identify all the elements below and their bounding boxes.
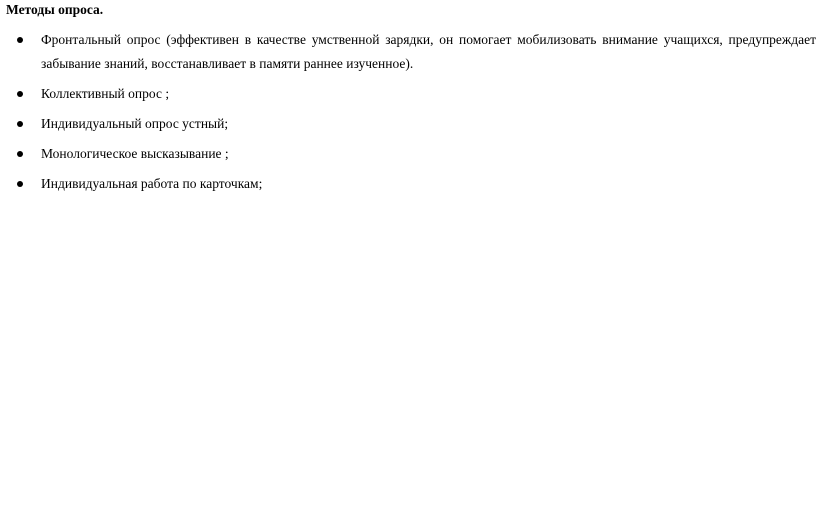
- section-heading: Методы опроса.: [6, 2, 104, 17]
- list-item-text: Коллективный опрос ;: [41, 86, 170, 101]
- bullet-icon: [17, 121, 23, 127]
- bullet-icon: [17, 37, 23, 43]
- bullet-icon: [17, 151, 23, 157]
- list-item-text: Монологическое высказывание ;: [41, 146, 229, 161]
- list-item: [6, 172, 816, 196]
- list-item-text: Индивидуальная работа по карточкам;: [41, 176, 263, 191]
- methods-list: [6, 28, 816, 202]
- list-item: [6, 142, 816, 166]
- list-item-text: Индивидуальный опрос устный;: [41, 116, 229, 131]
- list-item: [6, 28, 816, 76]
- list-item: [6, 82, 816, 106]
- bullet-icon: [17, 181, 23, 187]
- bullet-icon: [17, 91, 23, 97]
- list-item-text: Фронтальный опрос (эффективен в качестве умственной зарядки, он помогает мобилизовать внимание учащихся, предупреждает забывание знаний, восстанавливает в памяти раннее изученное).: [41, 32, 816, 71]
- list-item: [6, 112, 816, 136]
